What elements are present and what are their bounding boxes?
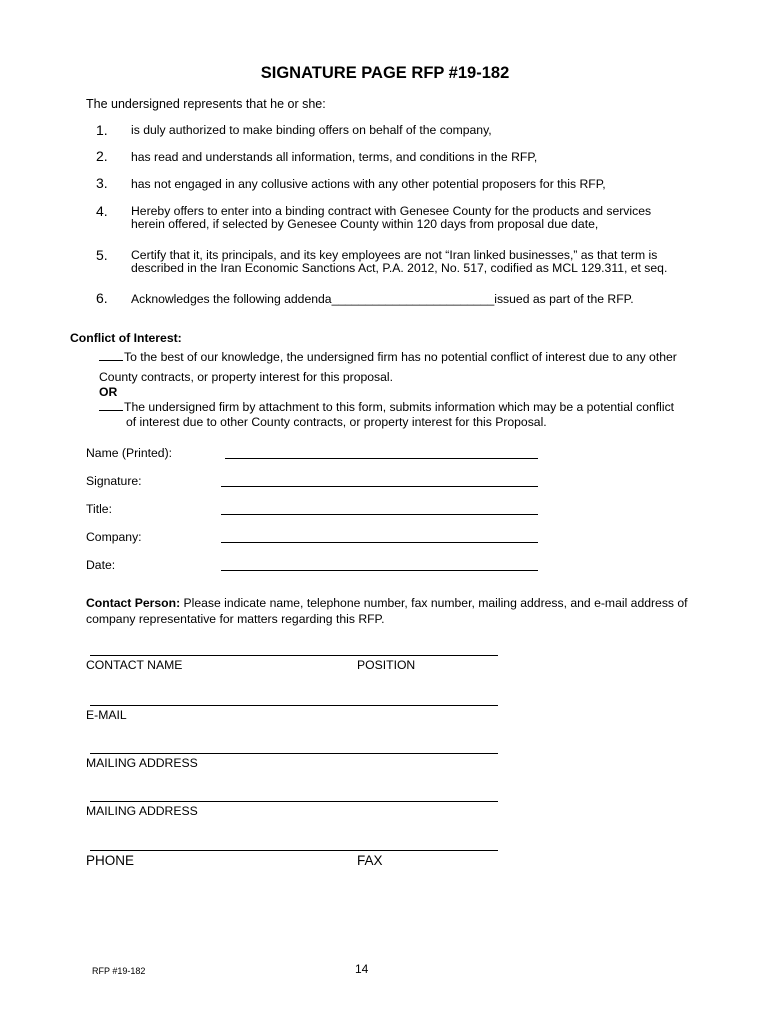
item-text: Certify that it, its principals, and its key employees are not “Iran linked businesses,” as that term is xyxy=(131,248,658,262)
item-text: is duly authorized to make binding offers on behalf of the company, xyxy=(131,123,492,137)
addenda-label: Acknowledges the following addenda xyxy=(131,292,332,306)
phone-line[interactable] xyxy=(90,850,498,851)
contact-name-label: CONTACT NAME xyxy=(86,658,183,672)
addenda-blank[interactable]: ________________________ xyxy=(331,292,495,306)
email-label: E-MAIL xyxy=(86,708,127,722)
conflict-option-1 xyxy=(99,350,677,365)
item-text xyxy=(131,293,634,307)
contact-instructions xyxy=(86,595,706,627)
item-text: has read and understands all information, terms, and conditions in the RFP, xyxy=(131,150,538,164)
mailing-address-line-2[interactable] xyxy=(90,801,498,802)
mailing-address-label-1: MAILING ADDRESS xyxy=(86,756,198,770)
item-text-continued: herein offered, if selected by Genesee County within 120 days from proposal due date, xyxy=(131,217,599,231)
page-title: SIGNATURE PAGE RFP #19-182 xyxy=(260,64,510,82)
page-number: 14 xyxy=(355,962,369,976)
position-label: POSITION xyxy=(357,658,416,672)
conflict-option-2 xyxy=(99,400,674,415)
fax-label: FAX xyxy=(357,853,383,868)
contact-name-line[interactable] xyxy=(90,655,498,656)
or-label: OR xyxy=(99,385,118,399)
item-text-continued: described in the Iran Economic Sanctions Act, P.A. 2012, No. 517, codified as MCL 129.311, et seq. xyxy=(131,261,668,275)
date-label: Date: xyxy=(86,558,116,572)
conflict-option-2-continued: of interest due to other County contracts, or property interest for this Proposal. xyxy=(126,415,547,429)
date-line[interactable] xyxy=(221,570,538,571)
phone-label: PHONE xyxy=(86,853,135,868)
signature-line[interactable] xyxy=(221,486,538,487)
addenda-suffix: issued as part of the RFP. xyxy=(494,292,634,306)
mailing-address-label-2: MAILING ADDRESS xyxy=(86,804,198,818)
name-label: Name (Printed): xyxy=(86,446,173,460)
company-label: Company: xyxy=(86,530,142,544)
title-label: Title: xyxy=(86,502,112,516)
item-text: has not engaged in any collusive actions with any other potential proposers for this RFP, xyxy=(131,177,606,191)
intro-text: The undersigned represents that he or she: xyxy=(86,97,326,111)
contact-text: Please indicate name, telephone number, fax number, mailing address, and e-mail address of company representative for matters regarding this RFP. xyxy=(86,596,688,626)
signature-label: Signature: xyxy=(86,474,142,488)
conflict-option-2-text: The undersigned firm by attachment to this form, submits information which may be a potential conflict xyxy=(124,400,675,414)
conflict-option-1-text: To the best of our knowledge, the undersigned firm has no potential conflict of interest due to any other xyxy=(124,350,677,364)
item-number: 6. xyxy=(96,290,108,306)
footer-rfp-number: RFP #19-182 xyxy=(92,966,146,976)
email-line[interactable] xyxy=(90,705,498,706)
item-number: 3. xyxy=(96,175,108,191)
company-line[interactable] xyxy=(221,542,538,543)
item-number: 4. xyxy=(96,203,108,219)
contact-label: Contact Person: xyxy=(86,596,181,610)
item-text: Hereby offers to enter into a binding contract with Genesee County for the products and services xyxy=(131,204,652,218)
title-line[interactable] xyxy=(221,514,538,515)
mailing-address-line-1[interactable] xyxy=(90,753,498,754)
checkbox-blank[interactable] xyxy=(99,350,123,361)
item-number: 1. xyxy=(96,122,108,138)
item-number: 2. xyxy=(96,148,108,164)
conflict-option-1-continued: County contracts, or property interest for this proposal. xyxy=(99,370,393,384)
checkbox-blank[interactable] xyxy=(99,400,123,411)
name-line[interactable] xyxy=(225,458,538,459)
conflict-heading: Conflict of Interest: xyxy=(70,331,182,345)
item-number: 5. xyxy=(96,247,108,263)
